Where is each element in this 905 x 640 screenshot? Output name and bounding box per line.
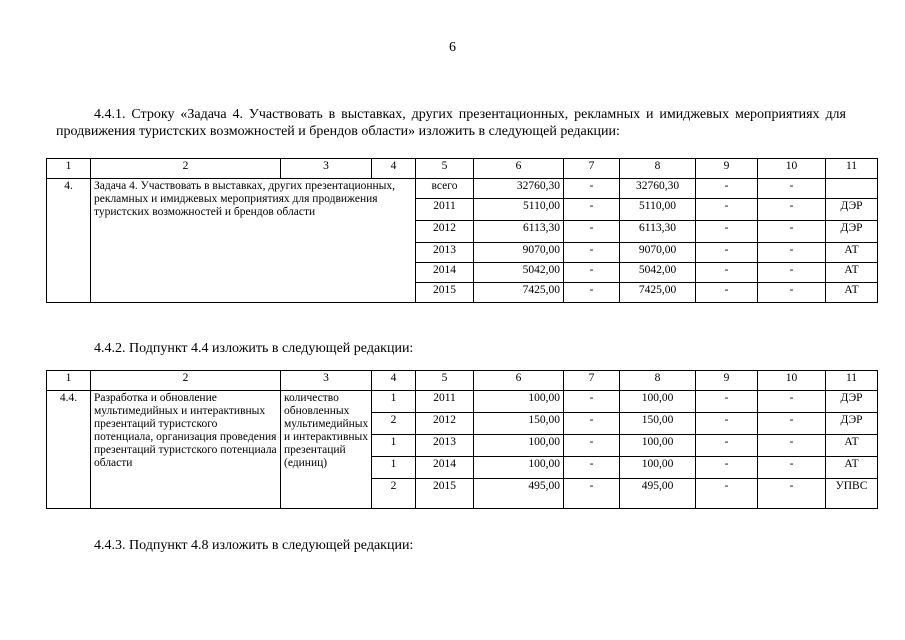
page-number: 6 <box>449 40 456 55</box>
amount-cell: 9070,00 <box>620 243 696 263</box>
header-cell: 9 <box>696 159 758 179</box>
indicator-value-cell: 1 <box>372 391 416 413</box>
value-cell: - <box>758 413 826 435</box>
executor-cell: УПВС <box>826 479 878 509</box>
table-header-row <box>47 159 878 179</box>
executor-cell <box>826 179 878 199</box>
amount-cell: 5042,00 <box>474 263 564 283</box>
executor-cell: АТ <box>826 457 878 479</box>
header-cell: 6 <box>474 159 564 179</box>
value-cell: - <box>696 243 758 263</box>
header-cell: 4 <box>372 159 416 179</box>
activity-cell: Разработка и обновление мультимедийных и интерактивных презентаций туристского потенциала, организация проведения презентаций туристского потенциала области <box>91 391 281 509</box>
value-cell: - <box>696 457 758 479</box>
amount-cell: 100,00 <box>474 435 564 457</box>
header-cell: 4 <box>372 371 416 391</box>
value-cell: - <box>564 457 620 479</box>
section-4-4-3-text: 4.4.3. Подпункт 4.8 изложить в следующей редакции: <box>94 538 414 553</box>
task-4-table-body <box>47 159 878 303</box>
period-cell: 2014 <box>416 263 474 283</box>
executor-cell: ДЭР <box>826 221 878 243</box>
value-cell: - <box>696 283 758 303</box>
amount-cell: 100,00 <box>474 391 564 413</box>
value-cell: - <box>758 479 826 509</box>
table-row <box>47 391 878 413</box>
executor-cell: АТ <box>826 263 878 283</box>
header-cell: 8 <box>620 371 696 391</box>
value-cell: - <box>758 263 826 283</box>
amount-cell: 7425,00 <box>620 283 696 303</box>
period-cell: всего <box>416 179 474 199</box>
value-cell: - <box>564 179 620 199</box>
value-cell: - <box>696 179 758 199</box>
value-cell: - <box>696 413 758 435</box>
value-cell: - <box>564 435 620 457</box>
header-cell: 7 <box>564 159 620 179</box>
value-cell: - <box>696 221 758 243</box>
value-cell: - <box>758 457 826 479</box>
executor-cell: АТ <box>826 283 878 303</box>
header-cell: 2 <box>91 371 281 391</box>
amount-cell: 495,00 <box>474 479 564 509</box>
header-cell: 10 <box>758 371 826 391</box>
value-cell: - <box>696 435 758 457</box>
value-cell: - <box>564 199 620 221</box>
table-header-row <box>47 371 878 391</box>
indicator-value-cell: 1 <box>372 457 416 479</box>
amount-cell: 32760,30 <box>474 179 564 199</box>
value-cell: - <box>696 263 758 283</box>
header-cell: 5 <box>416 159 474 179</box>
period-cell: 2013 <box>416 435 474 457</box>
indicator-value-cell: 2 <box>372 479 416 509</box>
period-cell: 2012 <box>416 221 474 243</box>
value-cell: - <box>696 479 758 509</box>
indicator-value-cell: 1 <box>372 435 416 457</box>
executor-cell: ДЭР <box>826 413 878 435</box>
section-4-4-1-text: 4.4.1. Строку «Задача 4. Участвовать в выставках, других презентационных, рекламных и имиджевых мероприятиях для продвижения туристских возможностей и брендов области» изложить в следующей редакции: <box>56 107 846 139</box>
section-4-4-2-text: 4.4.2. Подпункт 4.4 изложить в следующей редакции: <box>94 341 414 356</box>
amount-cell: 5110,00 <box>474 199 564 221</box>
amount-cell: 150,00 <box>620 413 696 435</box>
value-cell: - <box>758 221 826 243</box>
period-cell: 2013 <box>416 243 474 263</box>
header-cell: 11 <box>826 371 878 391</box>
header-cell: 2 <box>91 159 281 179</box>
task-description-cell: Задача 4. Участвовать в выставках, других презентационных, рекламных и имиджевых мероприятиях для продвижения туристских возможностей и брендов области <box>91 179 416 303</box>
amount-cell: 6113,30 <box>620 221 696 243</box>
value-cell: - <box>758 283 826 303</box>
amount-cell: 100,00 <box>620 391 696 413</box>
header-cell: 10 <box>758 159 826 179</box>
value-cell: - <box>564 391 620 413</box>
value-cell: - <box>696 199 758 221</box>
header-cell: 6 <box>474 371 564 391</box>
indicator-value-cell: 2 <box>372 413 416 435</box>
amount-cell: 495,00 <box>620 479 696 509</box>
executor-cell: АТ <box>826 243 878 263</box>
subitem-4-4-table-body <box>47 371 878 509</box>
value-cell: - <box>564 413 620 435</box>
table-row <box>47 179 878 199</box>
period-cell: 2011 <box>416 391 474 413</box>
header-cell: 1 <box>47 371 91 391</box>
task-4-table <box>46 158 878 303</box>
amount-cell: 100,00 <box>620 435 696 457</box>
amount-cell: 5110,00 <box>620 199 696 221</box>
item-number-cell: 4.4. <box>47 391 91 509</box>
value-cell: - <box>564 283 620 303</box>
value-cell: - <box>758 179 826 199</box>
header-cell: 7 <box>564 371 620 391</box>
amount-cell: 100,00 <box>620 457 696 479</box>
value-cell: - <box>758 391 826 413</box>
amount-cell: 32760,30 <box>620 179 696 199</box>
amount-cell: 5042,00 <box>620 263 696 283</box>
period-cell: 2011 <box>416 199 474 221</box>
value-cell: - <box>564 243 620 263</box>
header-cell: 3 <box>281 159 372 179</box>
period-cell: 2014 <box>416 457 474 479</box>
value-cell: - <box>758 435 826 457</box>
amount-cell: 150,00 <box>474 413 564 435</box>
header-cell: 8 <box>620 159 696 179</box>
indicator-cell: количество обновленных мультимедийных и интерактивных презентаций (единиц) <box>281 391 372 509</box>
period-cell: 2015 <box>416 479 474 509</box>
value-cell: - <box>758 243 826 263</box>
subitem-4-4-table <box>46 370 878 509</box>
value-cell: - <box>564 221 620 243</box>
value-cell: - <box>564 263 620 283</box>
header-cell: 3 <box>281 371 372 391</box>
executor-cell: ДЭР <box>826 391 878 413</box>
amount-cell: 9070,00 <box>474 243 564 263</box>
header-cell: 5 <box>416 371 474 391</box>
header-cell: 1 <box>47 159 91 179</box>
executor-cell: АТ <box>826 435 878 457</box>
executor-cell: ДЭР <box>826 199 878 221</box>
header-cell: 9 <box>696 371 758 391</box>
value-cell: - <box>564 479 620 509</box>
period-cell: 2012 <box>416 413 474 435</box>
amount-cell: 100,00 <box>474 457 564 479</box>
value-cell: - <box>758 199 826 221</box>
period-cell: 2015 <box>416 283 474 303</box>
header-cell: 11 <box>826 159 878 179</box>
value-cell: - <box>696 391 758 413</box>
amount-cell: 6113,30 <box>474 221 564 243</box>
amount-cell: 7425,00 <box>474 283 564 303</box>
task-number-cell: 4. <box>47 179 91 303</box>
